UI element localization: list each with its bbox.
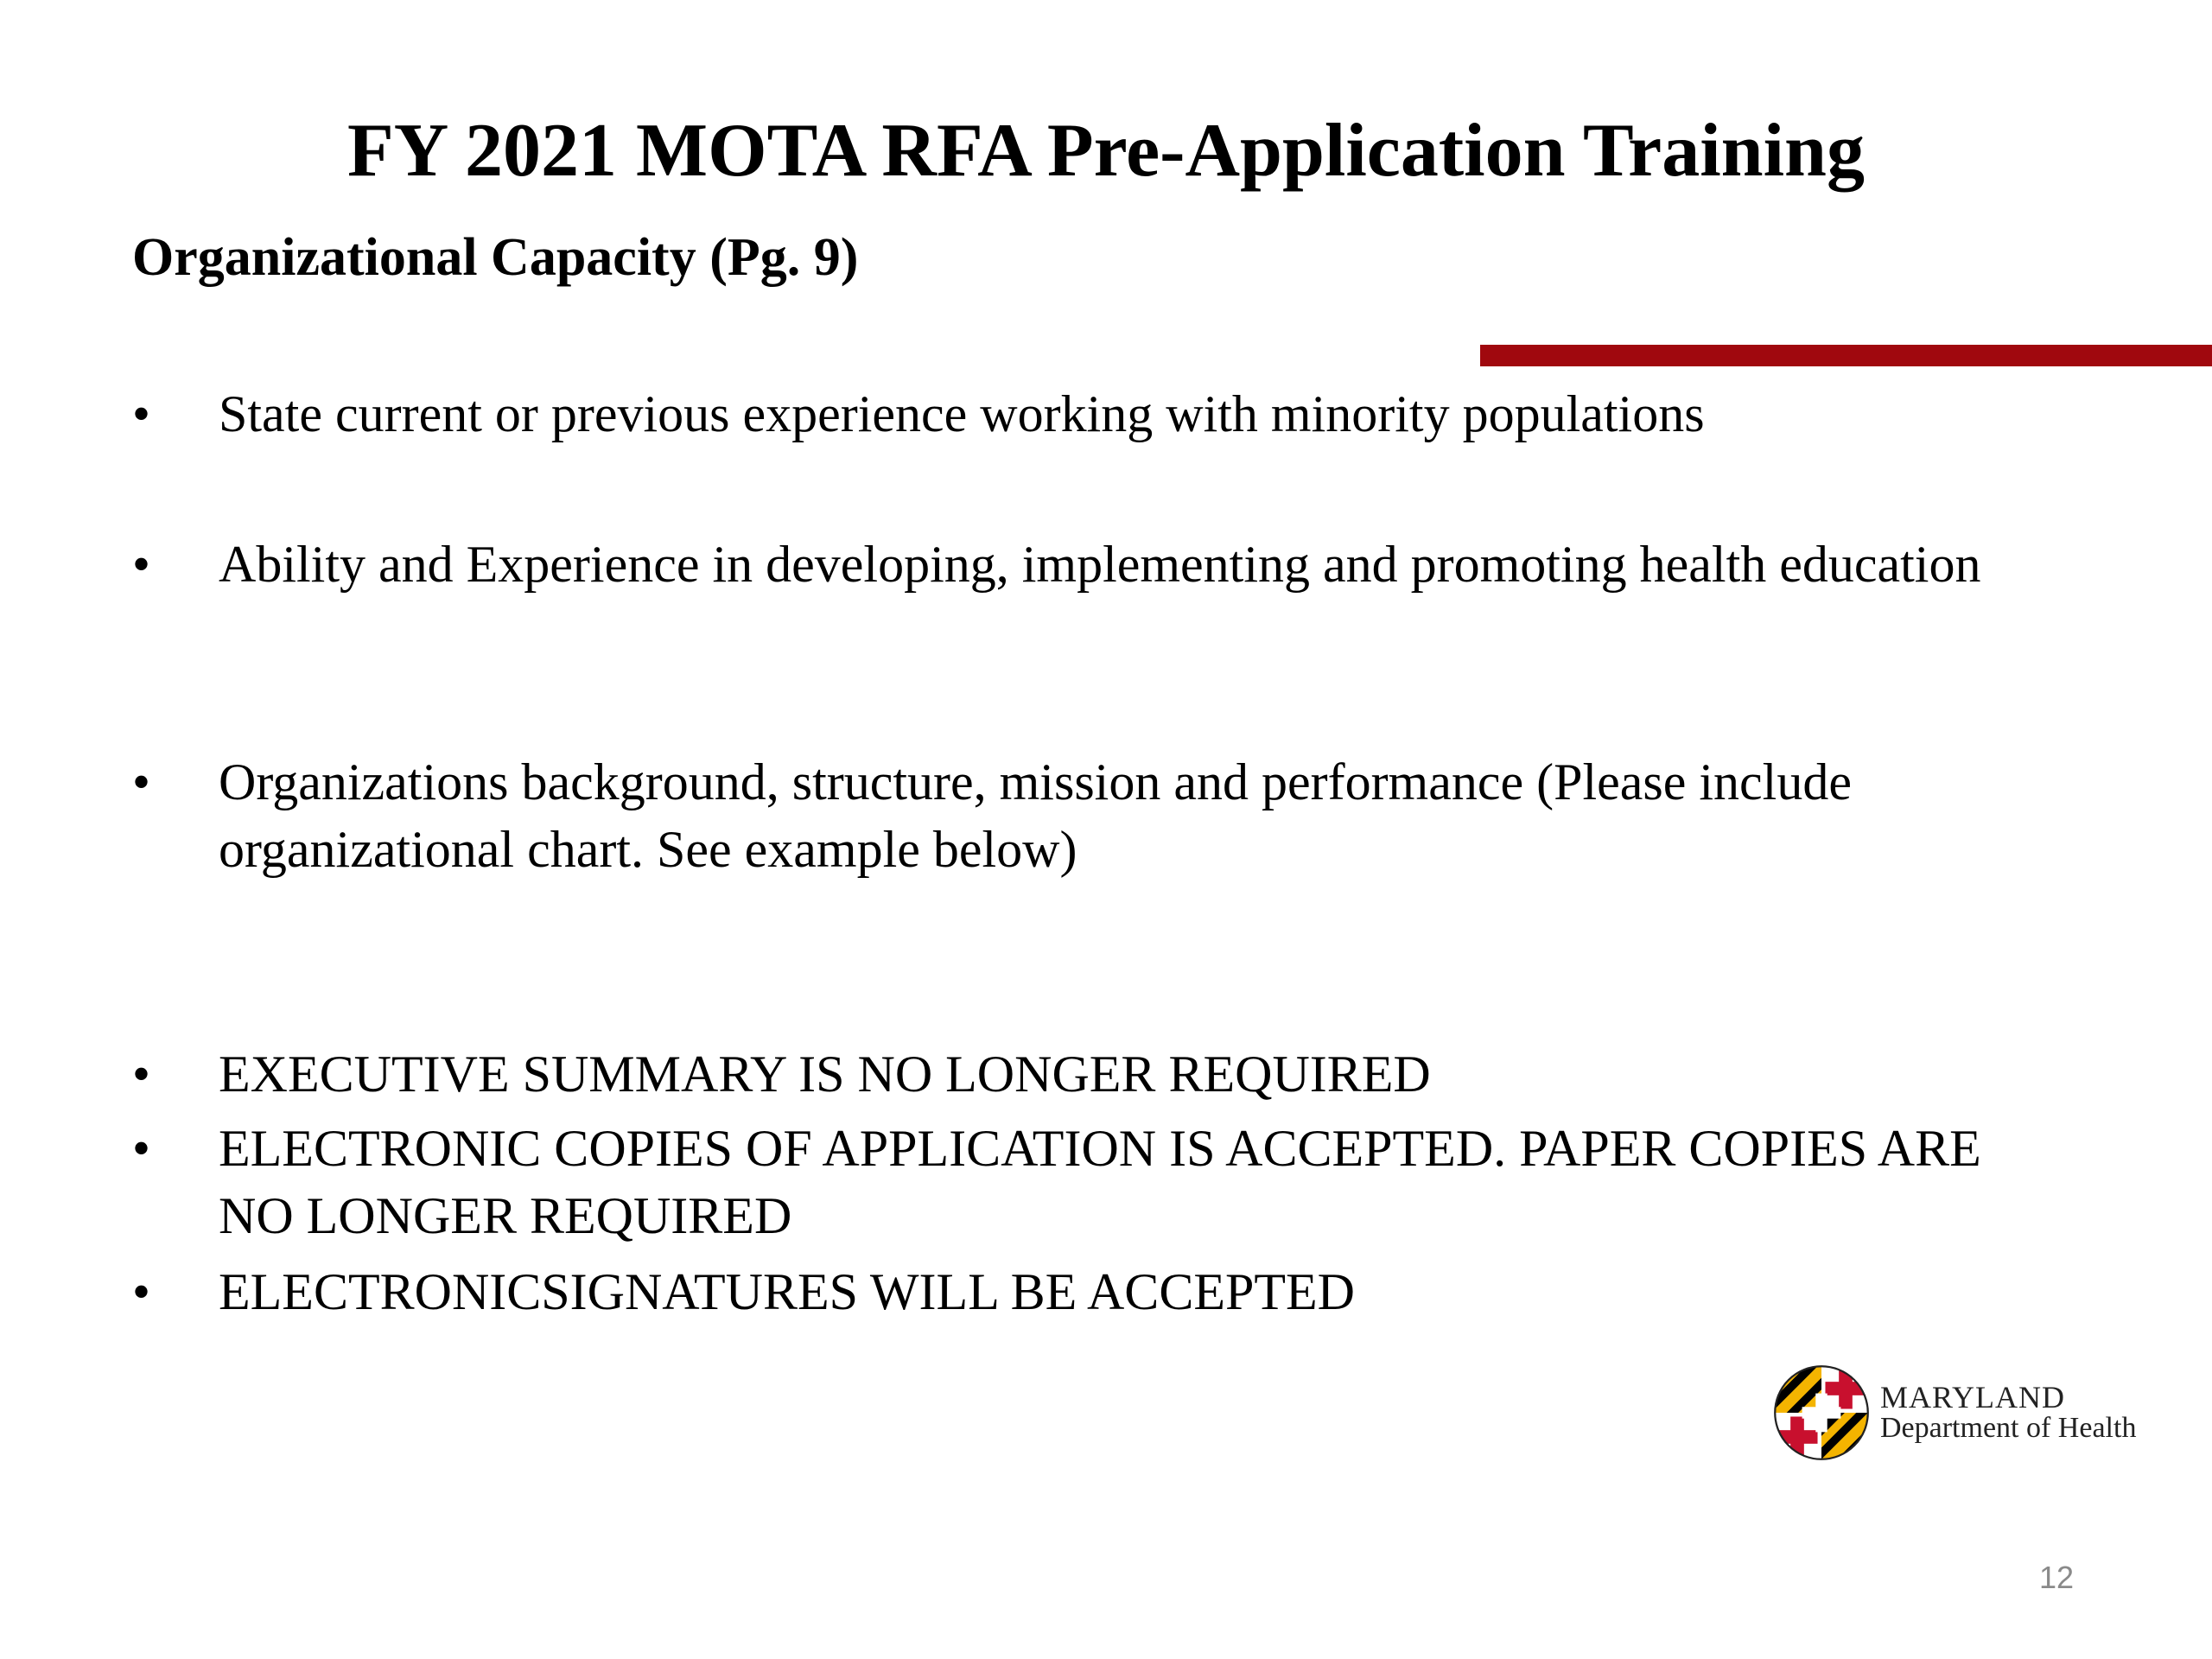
bullet-item	[132, 748, 2059, 883]
bullet-mark: •	[132, 385, 151, 442]
bullet-item	[132, 1115, 2059, 1249]
bullet-item	[132, 1040, 2059, 1108]
bullet-text: Organizations background, structure, mission and performance (Please include organizational chart. See example below)	[219, 753, 1852, 878]
bullet-item	[132, 1258, 2059, 1325]
accent-bar	[1480, 345, 2212, 366]
maryland-health-logo	[1773, 1361, 2153, 1465]
bullet-text: ELECTRONIC COPIES OF APPLICATION IS ACCEPTED. PAPER COPIES ARE NO LONGER REQUIRED	[219, 1120, 1981, 1244]
bullet-text: Ability and Experience in developing, implementing and promoting health education	[219, 536, 1981, 593]
bullet-mark: •	[132, 1263, 151, 1320]
section-heading: Organizational Capacity (Pg. 9)	[132, 228, 859, 287]
bullet-mark: •	[132, 536, 151, 593]
bullet-text: ELECTRONICSIGNATURES WILL BE ACCEPTED	[219, 1263, 1355, 1320]
bullet-text: State current or previous experience working with minority populations	[219, 385, 1705, 442]
bullet-mark: •	[132, 1120, 151, 1177]
bullet-mark: •	[132, 753, 151, 810]
slide-title: FY 2021 MOTA RFA Pre-Application Training	[347, 109, 1865, 193]
bullet-item	[132, 380, 2059, 448]
bullet-item	[132, 531, 2059, 598]
page-number: 12	[2038, 1560, 2075, 1595]
maryland-flag-seal-icon	[1773, 1364, 1870, 1461]
bullet-mark: •	[132, 1046, 151, 1103]
logo-text-department: Department of Health	[1880, 1412, 2137, 1444]
logo-text-maryland: MARYLAND	[1880, 1380, 2066, 1414]
bullet-text: EXECUTIVE SUMMARY IS NO LONGER REQUIRED	[219, 1046, 1431, 1103]
